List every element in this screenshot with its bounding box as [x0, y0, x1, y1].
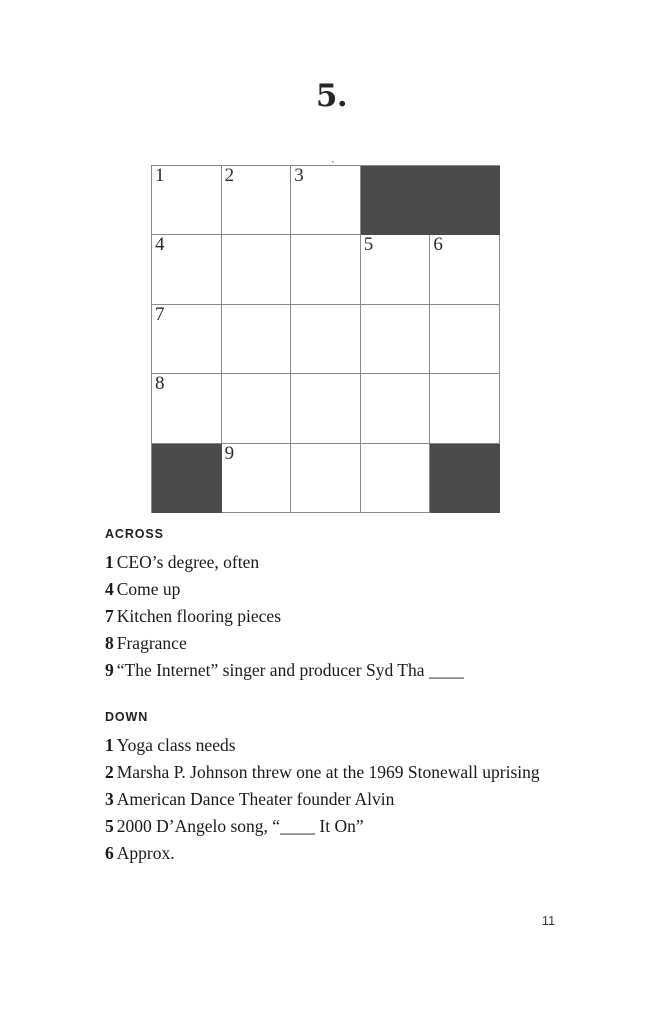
across-clue-list: [105, 549, 605, 684]
grid-cell[interactable]: [152, 305, 222, 374]
grid-cell[interactable]: [291, 235, 361, 304]
clue-text: “The Internet” singer and producer Syd Tha ____: [116, 660, 464, 680]
grid-cell-number: 6: [433, 234, 443, 256]
clue-item[interactable]: [105, 813, 605, 840]
grid-cell-number: 3: [294, 165, 304, 186]
crossword-grid[interactable]: [151, 165, 500, 513]
grid-cell[interactable]: [291, 305, 361, 374]
clue-number: 1: [105, 735, 114, 755]
grid-cell-number: 8: [155, 373, 165, 395]
clue-item[interactable]: [105, 657, 605, 684]
grid-cell[interactable]: [361, 305, 431, 374]
crossword-grid-container: [151, 165, 500, 513]
clue-number: 3: [105, 789, 114, 809]
grid-cell-number: 7: [155, 303, 165, 325]
grid-cell[interactable]: [222, 374, 292, 443]
clue-text: Yoga class needs: [116, 735, 236, 755]
clue-text: Come up: [116, 579, 181, 599]
clue-item[interactable]: [105, 630, 605, 657]
clue-item[interactable]: [105, 603, 605, 630]
grid-cell[interactable]: [430, 305, 500, 374]
grid-cell-number: 2: [224, 165, 235, 186]
grid-block-cell: [361, 166, 431, 235]
grid-cell[interactable]: [222, 166, 292, 235]
clue-number: 5: [105, 816, 114, 836]
clue-text: CEO’s degree, often: [116, 552, 260, 572]
grid-block-cell: [430, 166, 500, 235]
grid-cell[interactable]: [222, 444, 292, 513]
grid-cell[interactable]: [430, 374, 500, 443]
grid-cell[interactable]: [361, 444, 431, 513]
grid-cell[interactable]: [291, 374, 361, 443]
clue-item[interactable]: [105, 759, 605, 786]
grid-cell-number: 9: [224, 442, 235, 464]
grid-cell[interactable]: [361, 235, 431, 304]
clue-item[interactable]: [105, 786, 605, 813]
down-header: DOWN: [105, 710, 149, 724]
clue-text: Fragrance: [116, 633, 187, 653]
grid-cell-number: 1: [155, 165, 165, 186]
clue-item[interactable]: [105, 840, 605, 867]
clue-number: 4: [105, 579, 114, 599]
across-section: [105, 527, 605, 684]
clue-number: 6: [105, 843, 114, 863]
clue-text: Kitchen flooring pieces: [116, 606, 282, 626]
grid-cell[interactable]: [291, 166, 361, 235]
grid-cell-number: 5: [363, 234, 374, 256]
down-section: [105, 710, 605, 867]
page-title: 5.: [315, 78, 348, 114]
clue-text: American Dance Theater founder Alvin: [116, 789, 395, 809]
clue-text: Approx.: [116, 843, 175, 863]
clue-number: 8: [105, 633, 114, 653]
clue-number: 7: [105, 606, 114, 626]
grid-cell[interactable]: [152, 166, 222, 235]
grid-cell[interactable]: [222, 305, 292, 374]
grid-block-cell: [152, 444, 222, 513]
across-header: ACROSS: [105, 527, 164, 541]
clue-item[interactable]: [105, 576, 605, 603]
grid-cell[interactable]: [291, 444, 361, 513]
grid-cell[interactable]: [152, 235, 222, 304]
grid-block-cell: [430, 444, 500, 513]
clue-item[interactable]: [105, 732, 605, 759]
grid-cell[interactable]: [361, 374, 431, 443]
grid-cell[interactable]: [152, 374, 222, 443]
down-clue-list: [105, 732, 605, 867]
clue-number: 9: [105, 660, 114, 680]
clue-text: Marsha P. Johnson threw one at the 1969 Stonewall uprising: [116, 762, 540, 782]
grid-cell-number: 4: [155, 234, 165, 256]
grid-cell[interactable]: [222, 235, 292, 304]
ink-artifact: ˎ: [331, 151, 335, 163]
page-number-value: 11: [541, 913, 556, 928]
grid-cell[interactable]: [430, 235, 500, 304]
clue-number: 1: [105, 552, 114, 572]
clue-item[interactable]: [105, 549, 605, 576]
page-number: [0, 913, 663, 928]
clue-text: 2000 D’Angelo song, “____ It On”: [116, 816, 364, 836]
clue-lists: [105, 527, 605, 867]
clue-number: 2: [105, 762, 114, 782]
